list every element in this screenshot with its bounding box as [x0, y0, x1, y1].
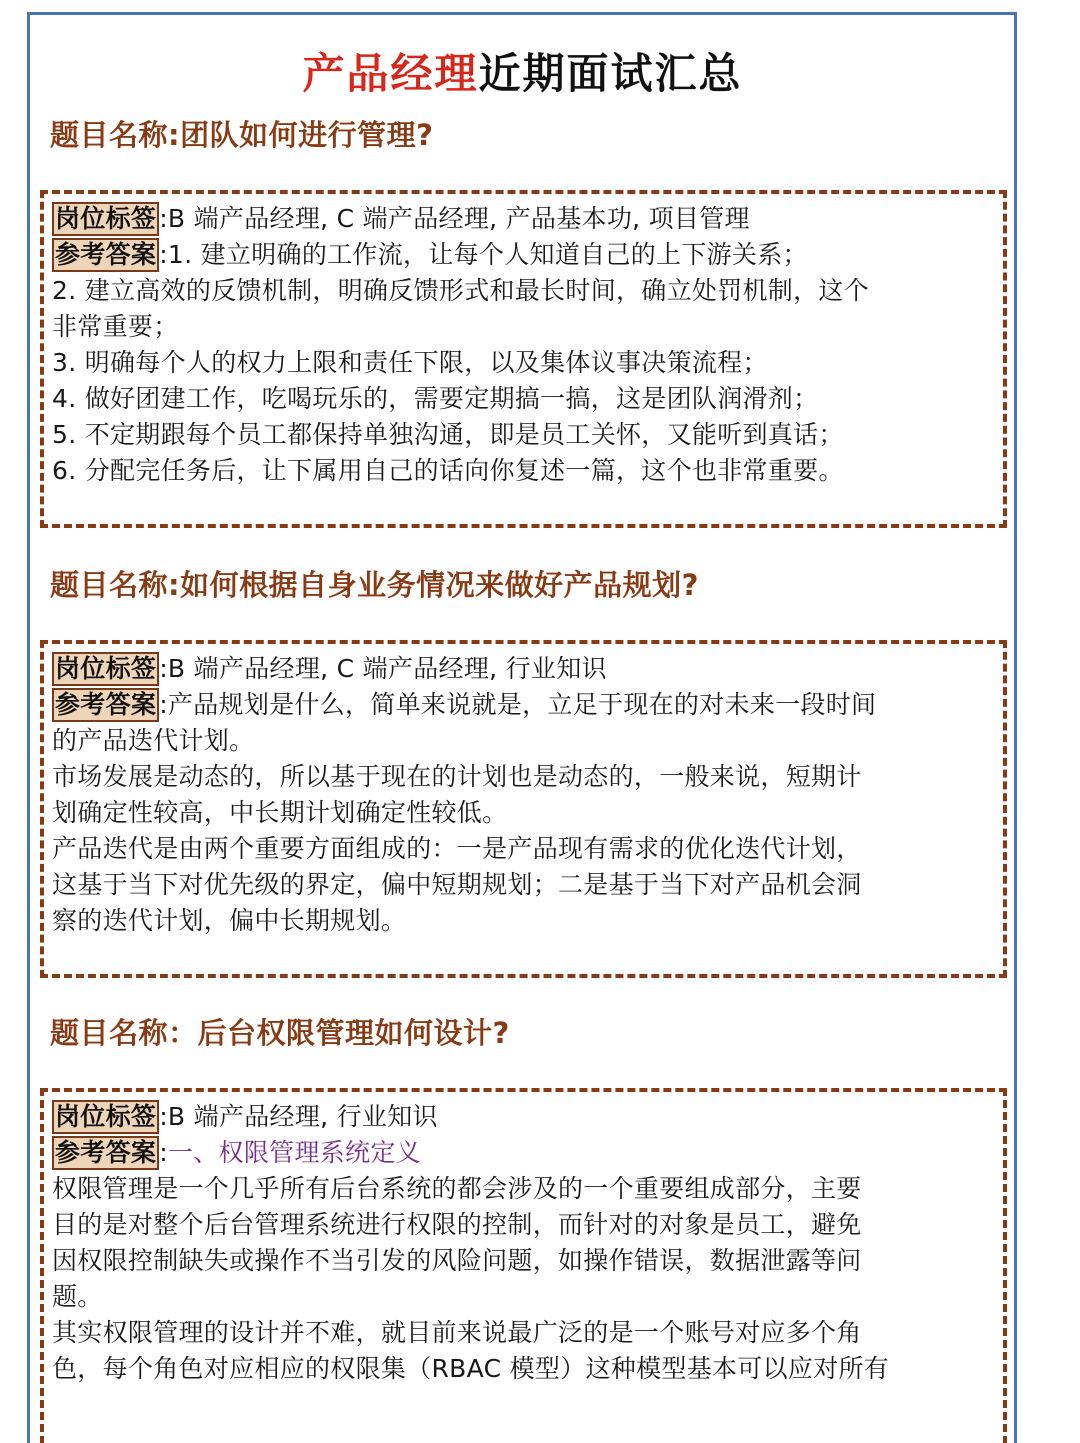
- answer-label: 参考答案: [52, 1136, 159, 1170]
- position-tags: :B 端产品经理, 行业知识: [159, 1102, 438, 1131]
- position-tags: :B 端产品经理, C 端产品经理, 行业知识: [159, 654, 607, 683]
- answer-text-line: 非常重要；: [52, 312, 179, 341]
- tag-line: [52, 1099, 997, 1135]
- answer-text-line: 4. 做好团建工作，吃喝玩乐的，需要定期搞一搞，这是团队润滑剂；: [52, 384, 819, 413]
- question-heading-2: 题目名称:如何根据自身业务情况来做好产品规划?: [50, 568, 699, 602]
- answer-text-line: 2. 建立高效的反馈机制，明确反馈形式和最长时间，确立处罚机制，这个: [52, 276, 870, 305]
- answer-label: 参考答案: [52, 688, 159, 722]
- answer-box-2: [40, 640, 1007, 978]
- title-rest: 近期面试汇总: [478, 49, 743, 98]
- position-tag-label: 岗位标签: [52, 652, 159, 686]
- answer-first-line: :产品规划是什么，简单来说就是，立足于现在的对未来一段时间: [159, 690, 877, 719]
- answer-text-line: 色，每个角色对应相应的权限集（RBAC 模型）这种模型基本可以应对所有: [52, 1354, 890, 1383]
- title-highlight: 产品经理: [302, 49, 479, 98]
- answer-text-line: 6. 分配完任务后，让下属用自己的话向你复述一篇，这个也非常重要。: [52, 456, 844, 485]
- answer-box-1: [40, 190, 1007, 528]
- answer-text-line: 5. 不定期跟每个员工都保持单独沟通，即是员工关怀，又能听到真话；: [52, 420, 844, 449]
- answer-text-line: 察的迭代计划，偏中长期规划。: [52, 906, 407, 935]
- answer-line: [52, 1135, 997, 1171]
- answer-text-line: 这基于当下对优先级的界定，偏中短期规划；二是基于当下对产品机会洞: [52, 870, 862, 899]
- answer-colon: :: [159, 1138, 168, 1167]
- answer-text-line: 目的是对整个后台管理系统进行权限的控制，而针对的对象是员工，避免: [52, 1210, 862, 1239]
- page-title: [0, 48, 1045, 100]
- answer-text-line: 其实权限管理的设计并不难，就目前来说最广泛的是一个账号对应多个角: [52, 1318, 862, 1347]
- answer-text-line: 权限管理是一个几乎所有后台系统的都会涉及的一个重要组成部分，主要: [52, 1174, 862, 1203]
- answer-label: 参考答案: [52, 238, 159, 272]
- answer-line: [52, 237, 997, 273]
- question-heading-1: 题目名称:团队如何进行管理?: [50, 118, 434, 152]
- answer-text-line: 3. 明确每个人的权力上限和责任下限，以及集体议事决策流程；: [52, 348, 768, 377]
- answer-line: [52, 687, 997, 723]
- answer-text-line: 题。: [52, 1282, 103, 1311]
- tag-line: [52, 201, 997, 237]
- answer-text-line: 市场发展是动态的，所以基于现在的计划也是动态的，一般来说，短期计: [52, 762, 862, 791]
- answer-first-line: :1. 建立明确的工作流，让每个人知道自己的上下游关系；: [159, 240, 808, 269]
- answer-text-line: 产品迭代是由两个重要方面组成的：一是产品现有需求的优化迭代计划，: [52, 834, 862, 863]
- answer-section-heading: 一、权限管理系统定义: [167, 1138, 421, 1167]
- position-tag-label: 岗位标签: [52, 202, 159, 236]
- answer-text-line: 划确定性较高，中长期计划确定性较低。: [52, 798, 508, 827]
- position-tags: :B 端产品经理, C 端产品经理, 产品基本功, 项目管理: [159, 204, 750, 233]
- answer-text-line: 因权限控制缺失或操作不当引发的风险问题，如操作错误，数据泄露等问: [52, 1246, 862, 1275]
- tag-line: [52, 651, 997, 687]
- answer-box-3: [40, 1088, 1007, 1443]
- position-tag-label: 岗位标签: [52, 1100, 159, 1134]
- question-heading-3: 题目名称：后台权限管理如何设计?: [50, 1016, 510, 1050]
- answer-text-line: 的产品迭代计划。: [52, 726, 255, 755]
